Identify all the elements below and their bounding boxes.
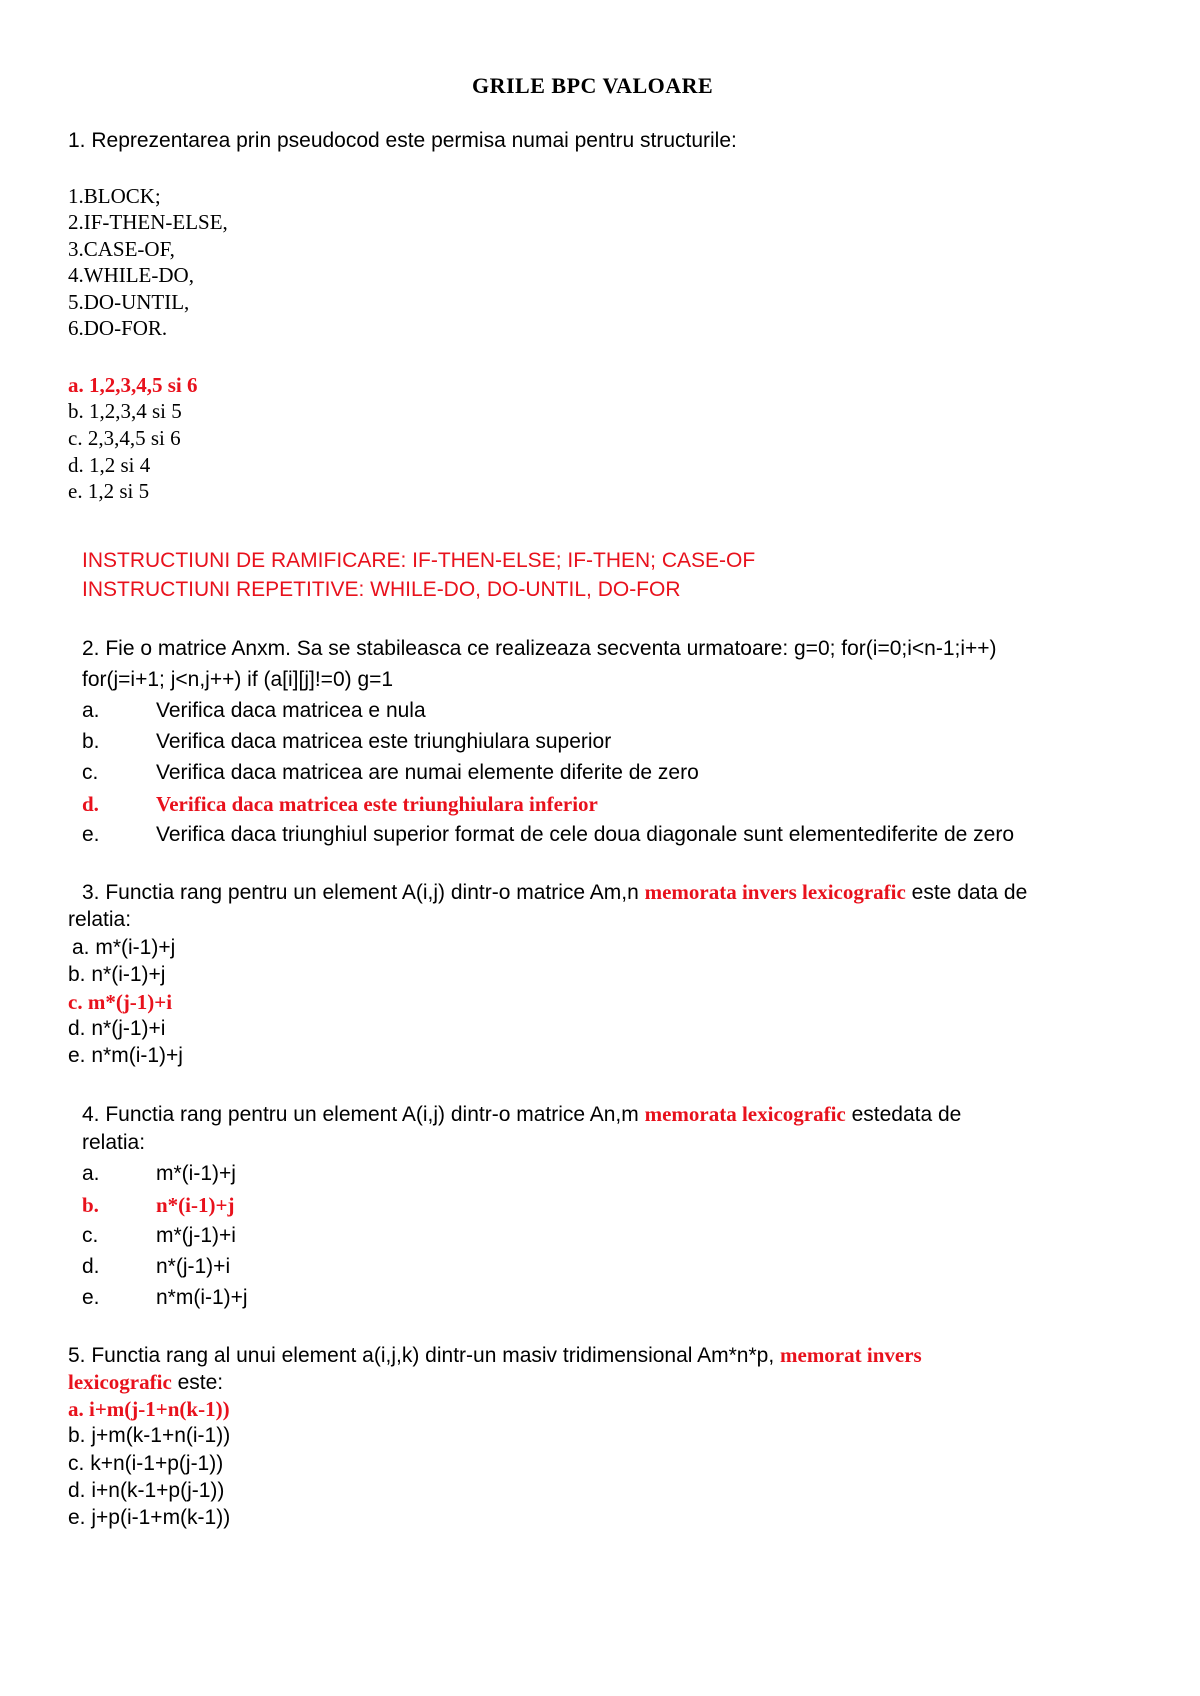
option-text: n*(j-1)+i	[91, 1017, 166, 1040]
question-3-text-continued: relatia:	[68, 908, 132, 931]
q1-option	[68, 398, 182, 424]
q1-item: 2.IF-THEN-ELSE,	[68, 210, 228, 234]
q1-item: 4.WHILE-DO,	[68, 263, 194, 287]
question-2-code: for(j=i+1; j<n,j++) if (a[i][j]!=0) g=1	[82, 668, 394, 691]
option-text: 1,2,3,4 si 5	[89, 399, 182, 423]
option-text: Verifica daca matricea este triunghiulara inferior	[156, 792, 598, 816]
option-text: i+n(k-1+p(j-1))	[91, 1479, 225, 1502]
option-letter: a.	[82, 699, 100, 722]
q5-option	[68, 1423, 230, 1449]
q1-item: 3.CASE-OF,	[68, 237, 175, 261]
option-letter: c.	[68, 1452, 85, 1475]
q1-item: 5.DO-UNTIL,	[68, 290, 190, 314]
option-letter: a.	[68, 1397, 84, 1421]
option-text: Verifica daca matricea are numai elemente diferite de zero	[156, 761, 699, 784]
q1-option	[68, 478, 149, 504]
q1-correct-answer	[68, 372, 198, 398]
option-letter: e.	[68, 1506, 86, 1529]
question-3-pre: 3. Functia rang pentru un element A(i,j) dintr-o matrice Am,n	[82, 881, 645, 904]
option-text: m*(i-1)+j	[156, 1162, 236, 1185]
q5-option	[68, 1505, 230, 1531]
option-letter: b.	[82, 1193, 99, 1217]
question-5-pre: 5. Functia rang al unui element a(i,j,k) dintr-un masiv tridimensional Am*n*p,	[68, 1344, 780, 1367]
option-letter: e.	[68, 479, 83, 503]
q5-option	[68, 1478, 224, 1504]
q3-correct-answer	[68, 989, 172, 1015]
option-text: 1,2 si 4	[89, 453, 151, 477]
question-4-text	[82, 1101, 961, 1128]
option-text: m*(j-1)+i	[156, 1224, 236, 1247]
option-text: Verifica daca matricea este triunghiulara superior	[156, 730, 612, 753]
option-letter: d.	[68, 1017, 86, 1040]
question-4-pre: 4. Functia rang pentru un element A(i,j) dintr-o matrice An,m	[82, 1103, 645, 1126]
option-text: n*m(i-1)+j	[156, 1286, 248, 1309]
option-letter: d.	[82, 792, 99, 816]
question-4-highlight: memorata lexicografic	[644, 1102, 846, 1126]
note-branching: INSTRUCTIUNI DE RAMIFICARE: IF-THEN-ELSE; IF-THEN; CASE-OF	[82, 549, 756, 572]
option-letter: c.	[82, 1224, 99, 1247]
option-letter: b.	[68, 399, 84, 423]
option-letter: e.	[68, 1044, 86, 1067]
option-letter: b.	[68, 1424, 86, 1447]
option-text: j+p(i-1+m(k-1))	[91, 1506, 231, 1529]
q1-option	[68, 425, 181, 451]
question-4-post: estedata de	[845, 1103, 962, 1126]
question-5-text	[68, 1342, 922, 1369]
q1-item: 6.DO-FOR.	[68, 316, 168, 340]
question-5-text-continued	[68, 1369, 223, 1396]
option-letter: e.	[82, 1286, 100, 1309]
question-4-text-continued: relatia:	[82, 1131, 146, 1154]
q1-item: 1.BLOCK;	[68, 184, 161, 208]
question-3-highlight: memorata invers lexicografic	[644, 880, 906, 904]
option-letter: b.	[68, 963, 86, 986]
option-letter: d.	[68, 1479, 86, 1502]
option-text: n*(i-1)+j	[156, 1193, 235, 1217]
option-letter: a.	[82, 1162, 100, 1185]
option-letter: d.	[68, 453, 84, 477]
document-title: GRILE BPC VALOARE	[472, 73, 714, 98]
q1-option	[68, 452, 150, 478]
option-text: n*m(i-1)+j	[91, 1044, 183, 1067]
question-2-text: 2. Fie o matrice Anxm. Sa se stabileasca ce realizeaza secventa urmatoare: g=0; for(i=0;i<n-1;i++)	[82, 637, 997, 660]
q3-option	[68, 962, 165, 988]
option-letter: c.	[68, 426, 83, 450]
option-letter: c.	[68, 990, 83, 1014]
option-text: i+m(j-1+n(k-1))	[89, 1397, 230, 1421]
option-text: Verifica daca matricea e nula	[156, 699, 426, 722]
question-3-text	[82, 879, 1027, 906]
question-5-highlight-continued: lexicografic	[68, 1370, 172, 1394]
option-text: m*(j-1)+i	[87, 990, 173, 1014]
q3-option	[72, 935, 175, 961]
q5-option	[68, 1451, 223, 1477]
q5-correct-answer	[68, 1396, 230, 1422]
option-text: n*(j-1)+i	[156, 1255, 231, 1278]
option-text: k+n(i-1+p(j-1))	[90, 1452, 224, 1475]
q3-option	[68, 1016, 165, 1042]
q3-option	[68, 1043, 183, 1069]
option-letter: a.	[72, 936, 90, 959]
question-1-text: 1. Reprezentarea prin pseudocod este permisa numai pentru structurile:	[68, 129, 737, 152]
question-5-post: este:	[171, 1371, 224, 1394]
option-text: j+m(k-1+n(i-1))	[91, 1424, 231, 1447]
option-text: 1,2,3,4,5 si 6	[89, 373, 198, 397]
option-letter: a.	[68, 373, 84, 397]
option-letter: c.	[82, 761, 99, 784]
option-text: 1,2 si 5	[87, 479, 150, 503]
option-letter: e.	[82, 823, 100, 846]
question-3-post: este data de	[905, 881, 1028, 904]
option-letter: d.	[82, 1255, 100, 1278]
option-letter: b.	[82, 730, 100, 753]
note-repetitive: INSTRUCTIUNI REPETITIVE: WHILE-DO, DO-UNTIL, DO-FOR	[82, 578, 681, 601]
option-text: m*(i-1)+j	[95, 936, 176, 959]
option-text: 2,3,4,5 si 6	[87, 426, 181, 450]
option-text: Verifica daca triunghiul superior format de cele doua diagonale sunt elementediferite de zero	[156, 823, 1015, 846]
option-text: n*(i-1)+j	[91, 963, 166, 986]
question-5-highlight: memorat invers	[780, 1343, 922, 1367]
